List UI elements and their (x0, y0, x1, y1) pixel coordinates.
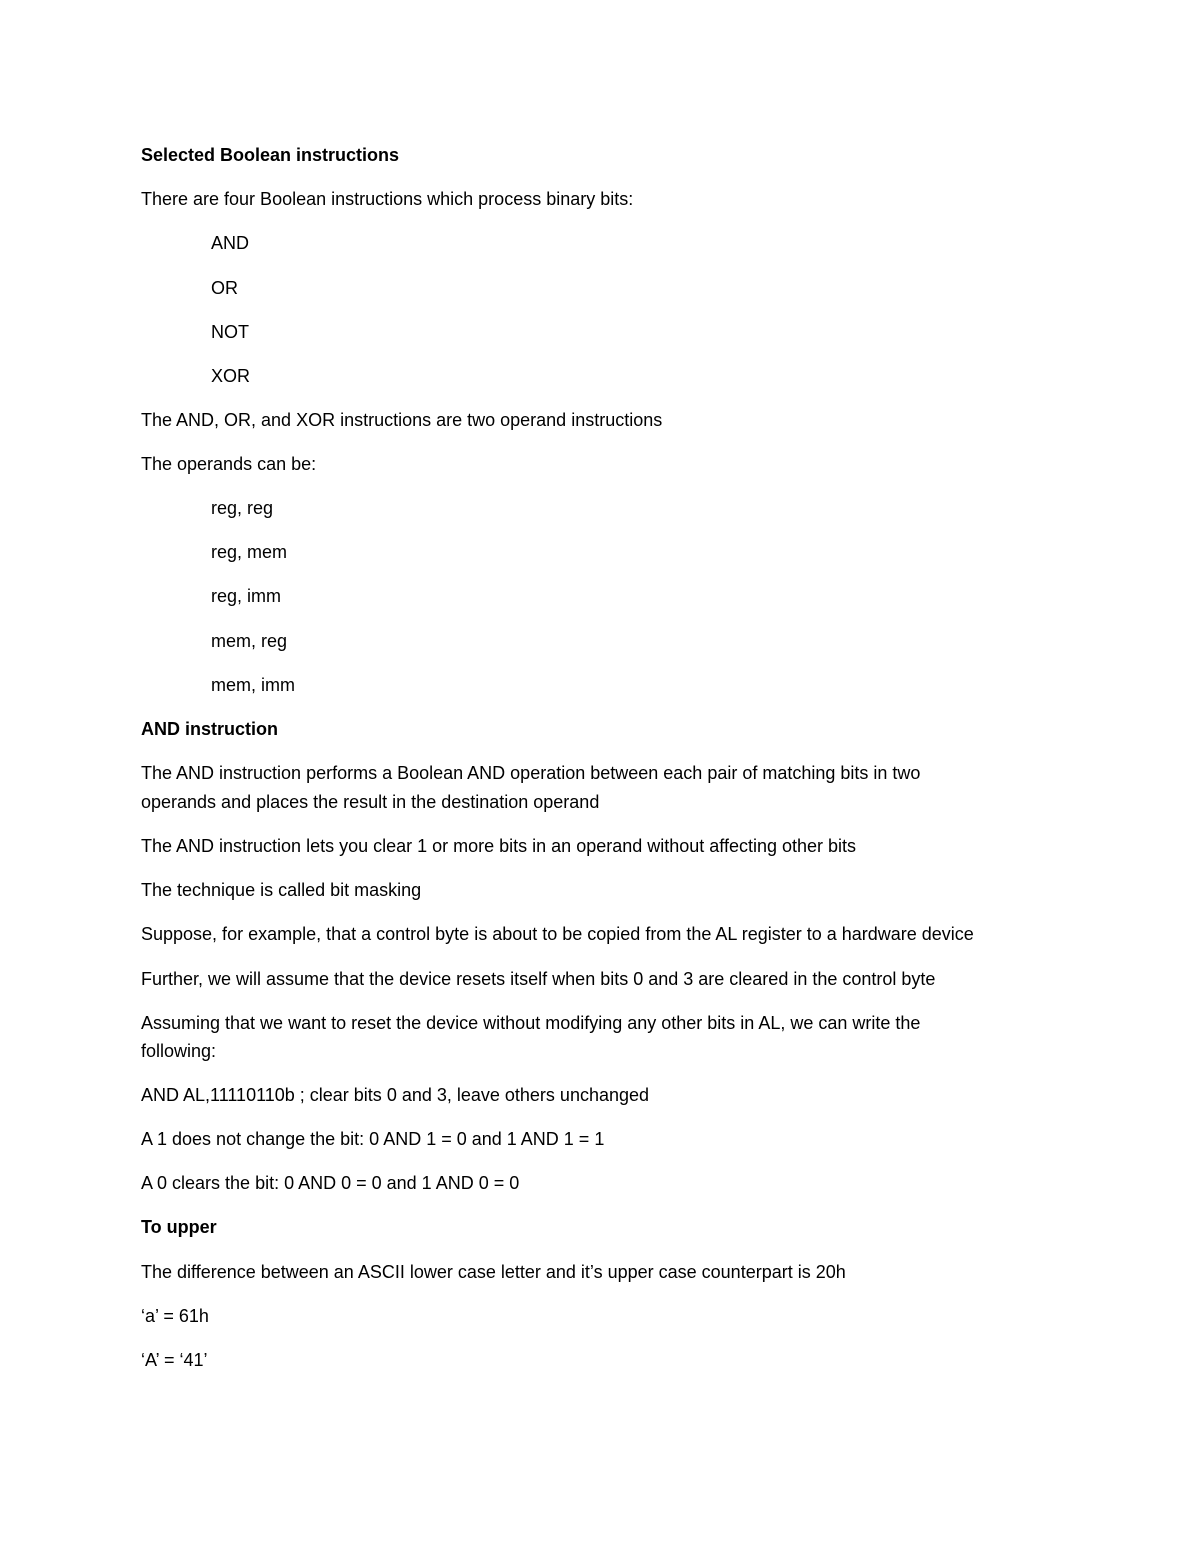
further-paragraph: Further, we will assume that the device resets itself when bits 0 and 3 are cleared in the control byte (141, 969, 936, 989)
instruction-list-item: XOR (211, 366, 251, 386)
ascii-difference-paragraph: The difference between an ASCII lower case letter and it’s upper case counterpart is 20h (141, 1262, 846, 1282)
assuming-line-1: Assuming that we want to reset the device without modifying any other bits in AL, we can write the (141, 1013, 921, 1033)
and-description-line-1: The AND instruction performs a Boolean AND operation between each pair of matching bits in two (141, 763, 921, 783)
instruction-list-item: NOT (211, 322, 249, 342)
heading-to-upper: To upper (141, 1217, 217, 1237)
intro-paragraph: There are four Boolean instructions which process binary bits: (141, 189, 634, 209)
suppose-paragraph: Suppose, for example, that a control byte is about to be copied from the AL register to a hardware device (141, 924, 974, 944)
heading-and-instruction: AND instruction (141, 719, 278, 739)
operands-intro-paragraph: The operands can be: (141, 454, 317, 474)
instruction-list-item: OR (211, 278, 238, 298)
and-description-line-2: operands and places the result in the destination operand (141, 792, 600, 812)
uppercase-a-value: ‘A’ = ‘41’ (141, 1350, 208, 1370)
operand-list-item: mem, imm (211, 675, 295, 695)
code-line: AND AL,11110110b ; clear bits 0 and 3, leave others unchanged (141, 1085, 650, 1105)
two-operand-paragraph: The AND, OR, and XOR instructions are two operand instructions (141, 410, 663, 430)
instruction-list-item: AND (211, 233, 250, 253)
operand-list-item: reg, imm (211, 586, 282, 606)
assuming-line-2: following: (141, 1041, 217, 1061)
heading-selected-boolean-instructions: Selected Boolean instructions (141, 145, 400, 165)
operand-list-item: mem, reg (211, 631, 288, 651)
operand-list-item: reg, mem (211, 542, 288, 562)
lowercase-a-value: ‘a’ = 61h (141, 1306, 209, 1326)
bit-masking-paragraph: The technique is called bit masking (141, 880, 422, 900)
operand-list-item: reg, reg (211, 498, 274, 518)
and-clear-bits-paragraph: The AND instruction lets you clear 1 or more bits in an operand without affecting other bits (141, 836, 857, 856)
rule-zero-paragraph: A 0 clears the bit: 0 AND 0 = 0 and 1 AND 0 = 0 (141, 1173, 520, 1193)
rule-one-paragraph: A 1 does not change the bit: 0 AND 1 = 0 and 1 AND 1 = 1 (141, 1129, 605, 1149)
